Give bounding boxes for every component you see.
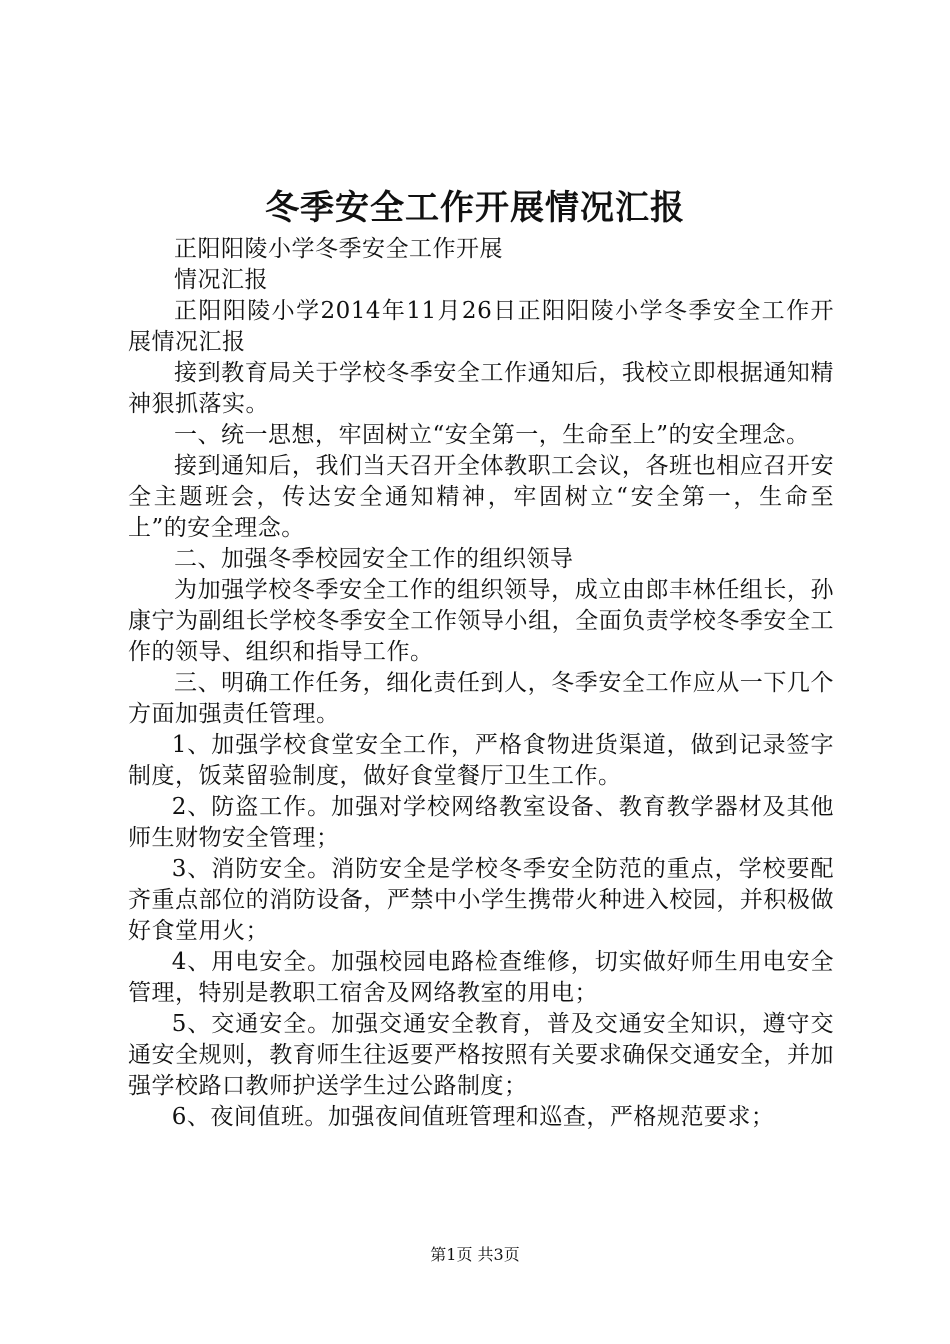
paragraph: 情况汇报 <box>174 267 268 293</box>
document-body <box>128 234 834 1133</box>
paragraph: 二、加强冬季校园安全工作的组织领导 <box>174 546 574 572</box>
document-title: 冬季安全工作开展情况汇报 <box>265 188 685 228</box>
paragraph: 三、明确工作任务，细化责任到人，冬季安全工作应从一下几个方面加强责任管理。 <box>128 670 834 727</box>
paragraph: 4、用电安全。加强校园电路检查维修，切实做好师生用电安全管理，特别是教职工宿舍及网络教室的用电； <box>128 949 834 1006</box>
paragraph: 一、统一思想，牢固树立“安全第一，生命至上”的安全理念。 <box>174 422 810 448</box>
paragraph: 6、夜间值班。加强夜间值班管理和巡查，严格规范要求； <box>171 1104 775 1130</box>
paragraph: 2、防盗工作。加强对学校网络教室设备、教育教学器材及其他师生财物安全管理； <box>128 794 834 851</box>
paragraph: 3、消防安全。消防安全是学校冬季安全防范的重点，学校要配齐重点部位的消防设备，严禁中小学生携带火种进入校园，并积极做好食堂用火； <box>128 856 834 944</box>
page-footer: 第1页 共3页 <box>430 1245 520 1264</box>
paragraph: 为加强学校冬季安全工作的组织领导，成立由郎丰林任组长，孙康宁为副组长学校冬季安全工作领导小组，全面负责学校冬季安全工作的领导、组织和指导工作。 <box>128 577 834 665</box>
paragraph: 接到通知后，我们当天召开全体教职工会议，各班也相应召开安全主题班会，传达安全通知精神，牢固树立“安全第一，生命至上”的安全理念。 <box>128 453 834 541</box>
paragraph: 正阳阳陵小学2014年11月26日正阳阳陵小学冬季安全工作开展情况汇报 <box>128 298 834 355</box>
paragraph: 正阳阳陵小学冬季安全工作开展 <box>174 236 503 262</box>
paragraph: 1、加强学校食堂安全工作，严格食物进货渠道，做到记录签字制度，饭菜留验制度，做好食堂餐厅卫生工作。 <box>128 732 834 789</box>
paragraph: 5、交通安全。加强交通安全教育，普及交通安全知识，遵守交通安全规则，教育师生往返要严格按照有关要求确保交通安全，并加强学校路口教师护送学生过公路制度； <box>128 1011 834 1099</box>
paragraph: 接到教育局关于学校冬季安全工作通知后，我校立即根据通知精神狠抓落实。 <box>128 360 834 417</box>
